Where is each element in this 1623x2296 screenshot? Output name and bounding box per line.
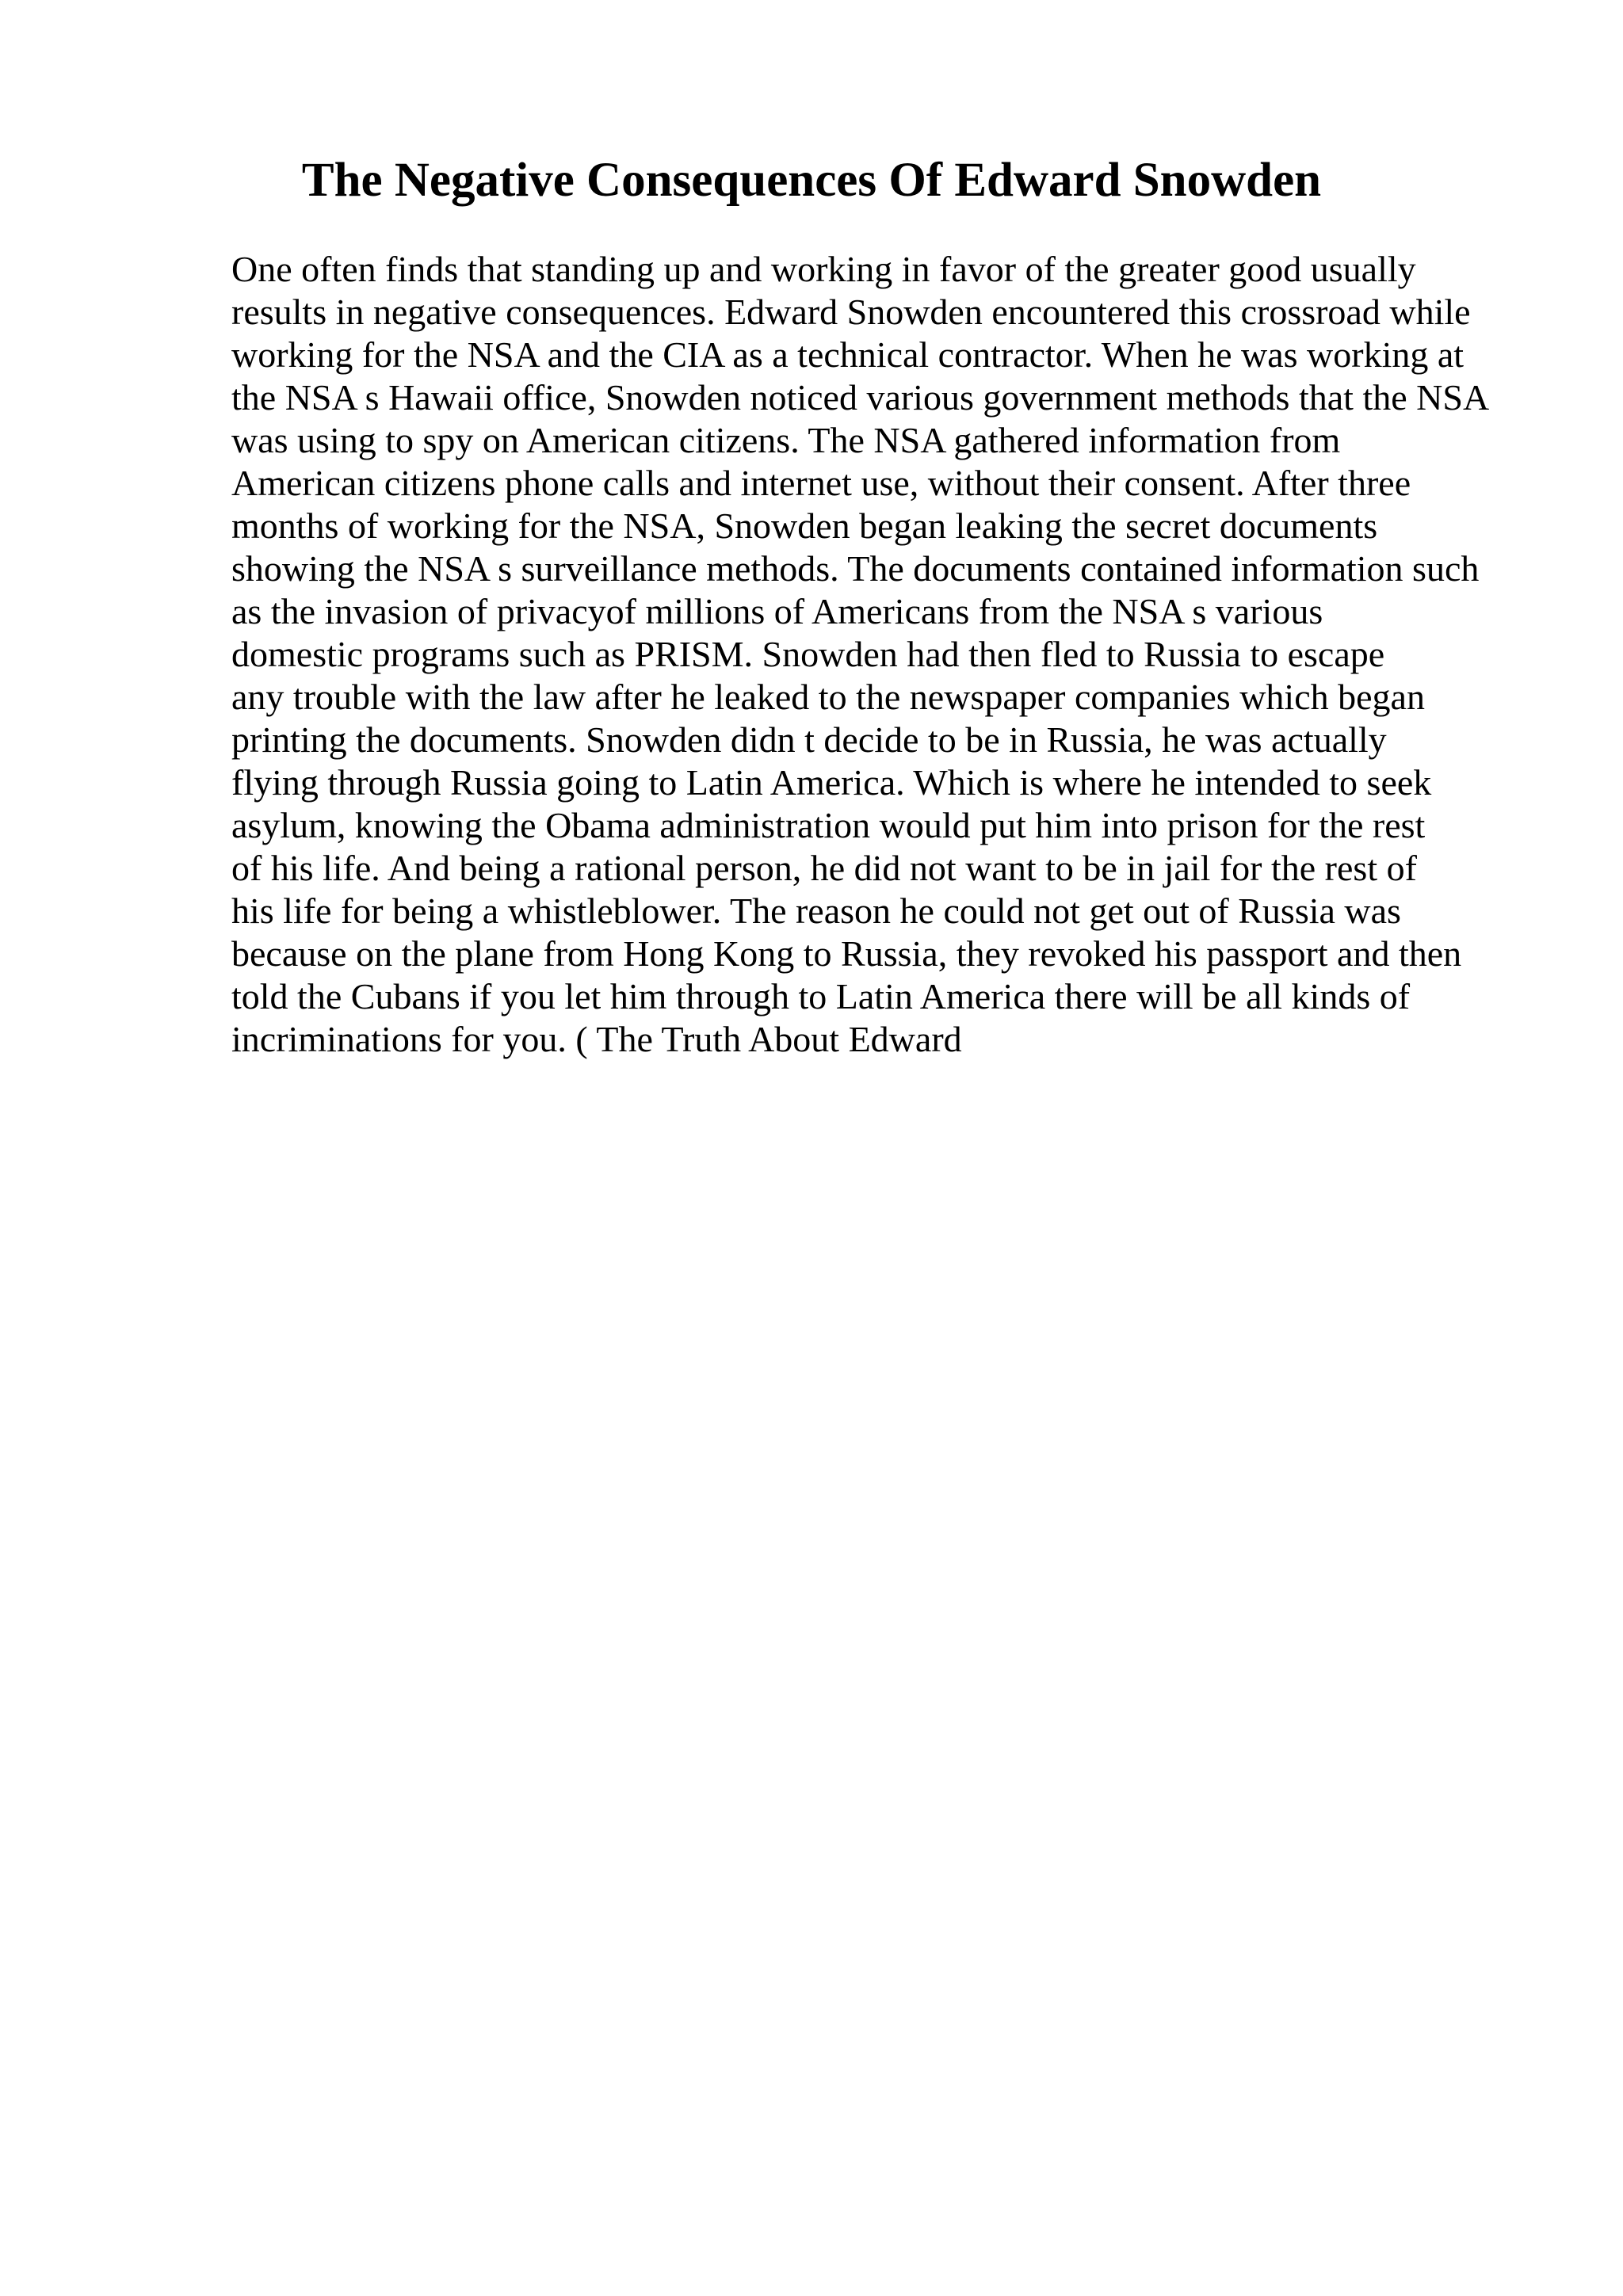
paragraph-line: showing the NSA s surveillance methods. The documents contained information such — [231, 548, 1480, 589]
paragraph-line: of his life. And being a rational person, he did not want to be in jail for the rest of — [231, 848, 1417, 888]
paragraph-line: because on the plane from Hong Kong to Russia, they revoked his passport and then — [231, 933, 1462, 974]
paragraph-line: incriminations for you. ( The Truth About Edward — [231, 1019, 962, 1059]
body-paragraph — [231, 248, 1610, 1061]
paragraph-line: One often finds that standing up and working in favor of the greater good usually — [231, 249, 1416, 289]
paragraph-line: working for the NSA and the CIA as a technical contractor. When he was working at — [231, 334, 1465, 375]
paragraph-line: his life for being a whistleblower. The reason he could not get out of Russia was — [231, 891, 1401, 931]
paragraph-line: flying through Russia going to Latin America. Which is where he intended to seek — [231, 762, 1432, 803]
paragraph-line: any trouble with the law after he leaked to the newspaper companies which began — [231, 677, 1425, 717]
paragraph-line: domestic programs such as PRISM. Snowden had then fled to Russia to escape — [231, 634, 1385, 674]
paragraph-line: the NSA s Hawaii office, Snowden noticed various government methods that the NSA — [231, 377, 1490, 418]
paragraph-line: was using to spy on American citizens. The NSA gathered information from — [231, 420, 1341, 460]
paragraph-line: printing the documents. Snowden didn t decide to be in Russia, he was actually — [231, 719, 1387, 760]
paragraph-line: American citizens phone calls and internet use, without their consent. After three — [231, 463, 1411, 503]
paragraph-line: told the Cubans if you let him through to Latin America there will be all kinds of — [231, 976, 1411, 1016]
paragraph-line: as the invasion of privacyof millions of Americans from the NSA s various — [231, 591, 1323, 631]
document-title: The Negative Consequences Of Edward Snowden — [301, 154, 1322, 207]
paragraph-line: months of working for the NSA, Snowden began leaking the secret documents — [231, 505, 1378, 546]
paragraph-line: results in negative consequences. Edward Snowden encountered this crossroad while — [231, 292, 1471, 332]
paragraph-line: asylum, knowing the Obama administration would put him into prison for the rest — [231, 805, 1426, 845]
